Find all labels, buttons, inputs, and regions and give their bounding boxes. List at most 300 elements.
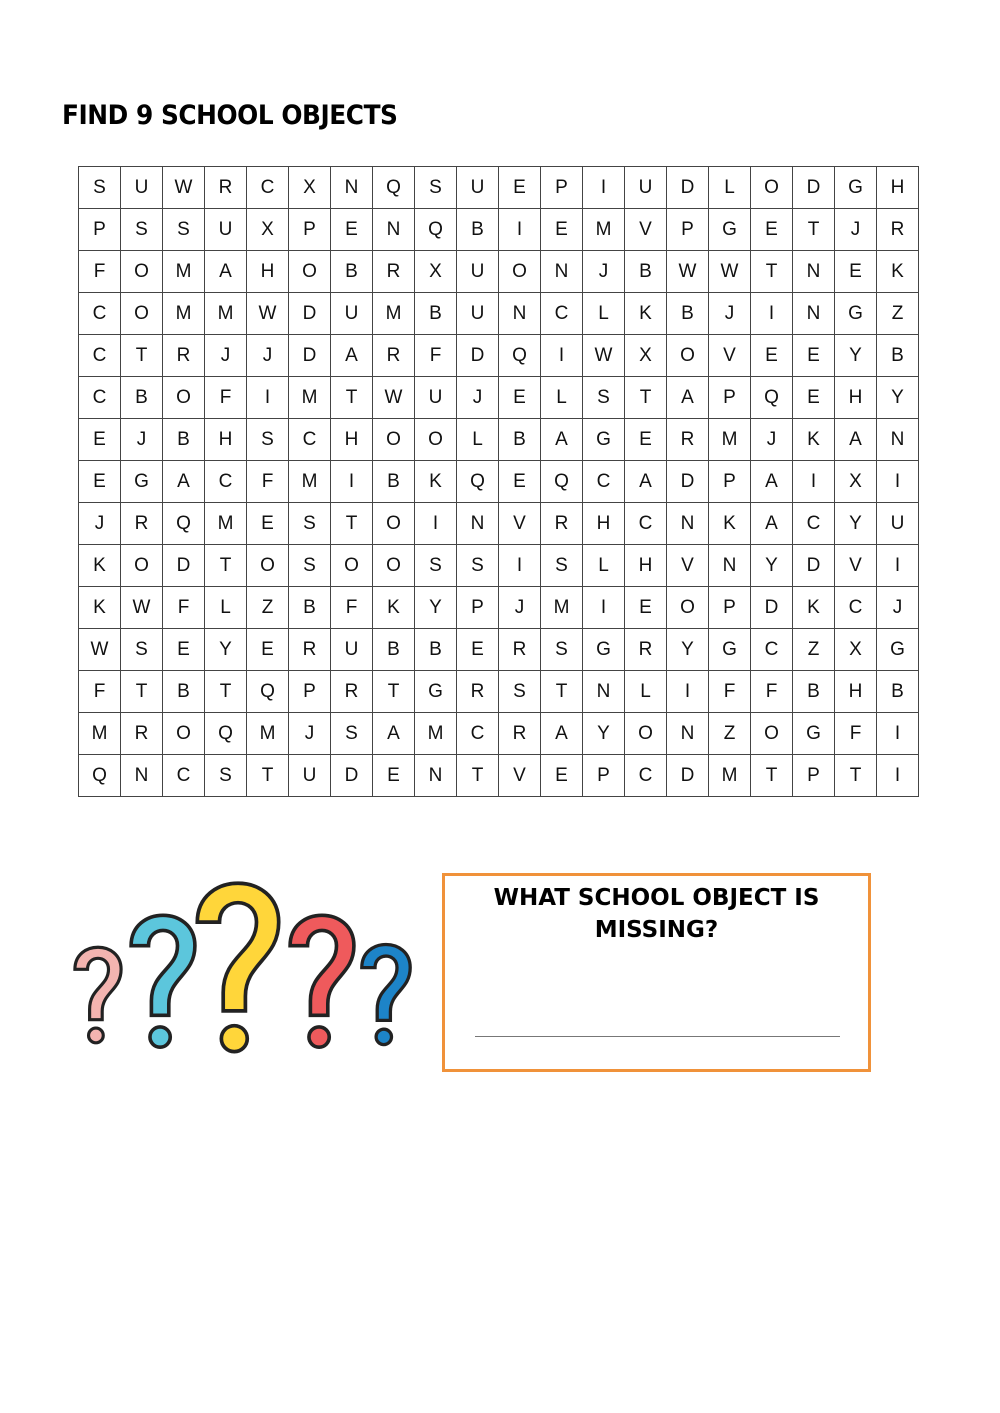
- grid-cell[interactable]: G: [835, 293, 877, 335]
- grid-cell[interactable]: R: [625, 629, 667, 671]
- grid-cell[interactable]: U: [331, 293, 373, 335]
- grid-cell[interactable]: Q: [205, 713, 247, 755]
- grid-cell[interactable]: P: [457, 587, 499, 629]
- grid-cell[interactable]: O: [373, 419, 415, 461]
- grid-cell[interactable]: L: [625, 671, 667, 713]
- grid-cell[interactable]: K: [79, 545, 121, 587]
- grid-cell[interactable]: C: [835, 587, 877, 629]
- grid-cell[interactable]: O: [121, 251, 163, 293]
- grid-cell[interactable]: E: [457, 629, 499, 671]
- grid-cell[interactable]: C: [583, 461, 625, 503]
- grid-cell[interactable]: T: [331, 503, 373, 545]
- grid-cell[interactable]: N: [541, 251, 583, 293]
- grid-cell[interactable]: N: [793, 251, 835, 293]
- grid-cell[interactable]: N: [667, 713, 709, 755]
- grid-cell[interactable]: J: [457, 377, 499, 419]
- grid-cell[interactable]: I: [415, 503, 457, 545]
- grid-cell[interactable]: C: [247, 167, 289, 209]
- grid-cell[interactable]: T: [541, 671, 583, 713]
- grid-cell[interactable]: R: [877, 209, 919, 251]
- grid-cell[interactable]: S: [163, 209, 205, 251]
- grid-cell[interactable]: A: [541, 713, 583, 755]
- grid-cell[interactable]: L: [583, 545, 625, 587]
- grid-cell[interactable]: H: [331, 419, 373, 461]
- grid-cell[interactable]: B: [373, 461, 415, 503]
- grid-cell[interactable]: M: [205, 293, 247, 335]
- grid-cell[interactable]: E: [793, 335, 835, 377]
- grid-cell[interactable]: V: [625, 209, 667, 251]
- grid-cell[interactable]: J: [247, 335, 289, 377]
- grid-cell[interactable]: W: [709, 251, 751, 293]
- grid-cell[interactable]: Q: [457, 461, 499, 503]
- grid-cell[interactable]: B: [331, 251, 373, 293]
- grid-cell[interactable]: W: [79, 629, 121, 671]
- grid-cell[interactable]: I: [877, 755, 919, 797]
- grid-cell[interactable]: E: [247, 503, 289, 545]
- grid-cell[interactable]: B: [121, 377, 163, 419]
- grid-cell[interactable]: Q: [247, 671, 289, 713]
- grid-cell[interactable]: G: [415, 671, 457, 713]
- grid-cell[interactable]: S: [541, 545, 583, 587]
- grid-cell[interactable]: X: [415, 251, 457, 293]
- grid-cell[interactable]: K: [625, 293, 667, 335]
- grid-cell[interactable]: Q: [373, 167, 415, 209]
- grid-cell[interactable]: P: [289, 671, 331, 713]
- grid-cell[interactable]: C: [205, 461, 247, 503]
- grid-cell[interactable]: O: [331, 545, 373, 587]
- grid-cell[interactable]: N: [877, 419, 919, 461]
- grid-cell[interactable]: H: [625, 545, 667, 587]
- grid-cell[interactable]: O: [247, 545, 289, 587]
- grid-cell[interactable]: D: [289, 293, 331, 335]
- grid-cell[interactable]: E: [541, 755, 583, 797]
- grid-cell[interactable]: N: [373, 209, 415, 251]
- grid-cell[interactable]: J: [583, 251, 625, 293]
- grid-cell[interactable]: P: [709, 587, 751, 629]
- grid-cell[interactable]: V: [499, 755, 541, 797]
- grid-cell[interactable]: C: [751, 629, 793, 671]
- grid-cell[interactable]: F: [751, 671, 793, 713]
- grid-cell[interactable]: B: [415, 293, 457, 335]
- grid-cell[interactable]: T: [457, 755, 499, 797]
- grid-cell[interactable]: P: [541, 167, 583, 209]
- grid-cell[interactable]: E: [835, 251, 877, 293]
- grid-cell[interactable]: E: [625, 587, 667, 629]
- grid-cell[interactable]: M: [373, 293, 415, 335]
- grid-cell[interactable]: X: [835, 461, 877, 503]
- grid-cell[interactable]: B: [793, 671, 835, 713]
- grid-cell[interactable]: A: [205, 251, 247, 293]
- grid-cell[interactable]: N: [121, 755, 163, 797]
- grid-cell[interactable]: I: [877, 713, 919, 755]
- grid-cell[interactable]: N: [793, 293, 835, 335]
- grid-cell[interactable]: Q: [79, 755, 121, 797]
- grid-cell[interactable]: U: [457, 293, 499, 335]
- grid-cell[interactable]: G: [793, 713, 835, 755]
- grid-cell[interactable]: S: [457, 545, 499, 587]
- grid-cell[interactable]: S: [499, 671, 541, 713]
- grid-cell[interactable]: S: [415, 167, 457, 209]
- grid-cell[interactable]: Q: [499, 335, 541, 377]
- grid-cell[interactable]: O: [163, 377, 205, 419]
- grid-cell[interactable]: Q: [751, 377, 793, 419]
- grid-cell[interactable]: T: [835, 755, 877, 797]
- grid-cell[interactable]: Z: [247, 587, 289, 629]
- grid-cell[interactable]: F: [247, 461, 289, 503]
- grid-cell[interactable]: E: [499, 377, 541, 419]
- grid-cell[interactable]: G: [877, 629, 919, 671]
- grid-cell[interactable]: N: [499, 293, 541, 335]
- grid-cell[interactable]: S: [289, 503, 331, 545]
- grid-cell[interactable]: R: [373, 335, 415, 377]
- grid-cell[interactable]: Q: [541, 461, 583, 503]
- grid-cell[interactable]: M: [709, 419, 751, 461]
- grid-cell[interactable]: T: [625, 377, 667, 419]
- grid-cell[interactable]: O: [667, 335, 709, 377]
- grid-cell[interactable]: R: [499, 629, 541, 671]
- grid-cell[interactable]: V: [709, 335, 751, 377]
- grid-cell[interactable]: E: [751, 209, 793, 251]
- grid-cell[interactable]: I: [499, 209, 541, 251]
- grid-cell[interactable]: M: [415, 713, 457, 755]
- grid-cell[interactable]: I: [583, 167, 625, 209]
- grid-cell[interactable]: C: [79, 335, 121, 377]
- grid-cell[interactable]: H: [583, 503, 625, 545]
- grid-cell[interactable]: T: [121, 671, 163, 713]
- grid-cell[interactable]: E: [163, 629, 205, 671]
- grid-cell[interactable]: D: [751, 587, 793, 629]
- grid-cell[interactable]: T: [205, 545, 247, 587]
- grid-cell[interactable]: V: [499, 503, 541, 545]
- grid-cell[interactable]: J: [79, 503, 121, 545]
- grid-cell[interactable]: C: [541, 293, 583, 335]
- grid-cell[interactable]: T: [205, 671, 247, 713]
- grid-cell[interactable]: O: [667, 587, 709, 629]
- grid-cell[interactable]: K: [415, 461, 457, 503]
- grid-cell[interactable]: B: [163, 671, 205, 713]
- grid-cell[interactable]: O: [121, 545, 163, 587]
- grid-cell[interactable]: I: [793, 461, 835, 503]
- grid-cell[interactable]: R: [121, 713, 163, 755]
- grid-cell[interactable]: Q: [163, 503, 205, 545]
- grid-cell[interactable]: Y: [751, 545, 793, 587]
- grid-cell[interactable]: C: [625, 755, 667, 797]
- grid-cell[interactable]: K: [373, 587, 415, 629]
- grid-cell[interactable]: T: [751, 755, 793, 797]
- grid-cell[interactable]: G: [709, 629, 751, 671]
- grid-cell[interactable]: S: [541, 629, 583, 671]
- grid-cell[interactable]: I: [751, 293, 793, 335]
- grid-cell[interactable]: I: [667, 671, 709, 713]
- grid-cell[interactable]: K: [877, 251, 919, 293]
- grid-cell[interactable]: C: [79, 293, 121, 335]
- grid-cell[interactable]: Z: [793, 629, 835, 671]
- grid-cell[interactable]: D: [331, 755, 373, 797]
- grid-cell[interactable]: Y: [835, 335, 877, 377]
- grid-cell[interactable]: B: [289, 587, 331, 629]
- grid-cell[interactable]: G: [121, 461, 163, 503]
- grid-cell[interactable]: X: [247, 209, 289, 251]
- grid-cell[interactable]: R: [457, 671, 499, 713]
- grid-cell[interactable]: C: [457, 713, 499, 755]
- grid-cell[interactable]: Y: [877, 377, 919, 419]
- grid-cell[interactable]: M: [79, 713, 121, 755]
- grid-cell[interactable]: N: [583, 671, 625, 713]
- grid-cell[interactable]: N: [709, 545, 751, 587]
- grid-cell[interactable]: R: [499, 713, 541, 755]
- grid-cell[interactable]: U: [289, 755, 331, 797]
- grid-cell[interactable]: U: [625, 167, 667, 209]
- grid-cell[interactable]: D: [289, 335, 331, 377]
- grid-cell[interactable]: W: [583, 335, 625, 377]
- grid-cell[interactable]: P: [79, 209, 121, 251]
- grid-cell[interactable]: Y: [835, 503, 877, 545]
- grid-cell[interactable]: H: [835, 671, 877, 713]
- grid-cell[interactable]: L: [709, 167, 751, 209]
- grid-cell[interactable]: Y: [667, 629, 709, 671]
- grid-cell[interactable]: B: [667, 293, 709, 335]
- grid-cell[interactable]: D: [793, 545, 835, 587]
- grid-cell[interactable]: B: [415, 629, 457, 671]
- grid-cell[interactable]: O: [373, 503, 415, 545]
- grid-cell[interactable]: E: [79, 461, 121, 503]
- grid-cell[interactable]: D: [163, 545, 205, 587]
- grid-cell[interactable]: J: [835, 209, 877, 251]
- grid-cell[interactable]: H: [877, 167, 919, 209]
- grid-cell[interactable]: T: [247, 755, 289, 797]
- grid-cell[interactable]: A: [835, 419, 877, 461]
- grid-cell[interactable]: Z: [709, 713, 751, 755]
- grid-cell[interactable]: O: [415, 419, 457, 461]
- grid-cell[interactable]: S: [79, 167, 121, 209]
- grid-cell[interactable]: N: [415, 755, 457, 797]
- grid-cell[interactable]: J: [709, 293, 751, 335]
- grid-cell[interactable]: N: [331, 167, 373, 209]
- grid-cell[interactable]: I: [247, 377, 289, 419]
- grid-cell[interactable]: S: [289, 545, 331, 587]
- grid-cell[interactable]: I: [877, 545, 919, 587]
- grid-cell[interactable]: B: [877, 671, 919, 713]
- grid-cell[interactable]: K: [79, 587, 121, 629]
- grid-cell[interactable]: V: [835, 545, 877, 587]
- grid-cell[interactable]: M: [583, 209, 625, 251]
- grid-cell[interactable]: Q: [415, 209, 457, 251]
- grid-cell[interactable]: E: [499, 167, 541, 209]
- grid-cell[interactable]: L: [583, 293, 625, 335]
- grid-cell[interactable]: E: [79, 419, 121, 461]
- grid-cell[interactable]: V: [667, 545, 709, 587]
- grid-cell[interactable]: H: [205, 419, 247, 461]
- grid-cell[interactable]: K: [709, 503, 751, 545]
- grid-cell[interactable]: U: [415, 377, 457, 419]
- grid-cell[interactable]: U: [331, 629, 373, 671]
- grid-cell[interactable]: P: [709, 377, 751, 419]
- grid-cell[interactable]: M: [205, 503, 247, 545]
- grid-cell[interactable]: R: [205, 167, 247, 209]
- grid-cell[interactable]: E: [247, 629, 289, 671]
- grid-cell[interactable]: B: [877, 335, 919, 377]
- grid-cell[interactable]: W: [121, 587, 163, 629]
- grid-cell[interactable]: P: [793, 755, 835, 797]
- grid-cell[interactable]: G: [583, 419, 625, 461]
- grid-cell[interactable]: Y: [205, 629, 247, 671]
- grid-cell[interactable]: E: [625, 419, 667, 461]
- grid-cell[interactable]: R: [373, 251, 415, 293]
- grid-cell[interactable]: I: [541, 335, 583, 377]
- grid-cell[interactable]: X: [289, 167, 331, 209]
- grid-cell[interactable]: O: [751, 713, 793, 755]
- grid-cell[interactable]: A: [625, 461, 667, 503]
- grid-cell[interactable]: Y: [583, 713, 625, 755]
- grid-cell[interactable]: P: [667, 209, 709, 251]
- grid-cell[interactable]: S: [247, 419, 289, 461]
- grid-cell[interactable]: W: [247, 293, 289, 335]
- grid-cell[interactable]: M: [709, 755, 751, 797]
- grid-cell[interactable]: M: [163, 251, 205, 293]
- grid-cell[interactable]: D: [793, 167, 835, 209]
- grid-cell[interactable]: A: [751, 503, 793, 545]
- grid-cell[interactable]: Z: [877, 293, 919, 335]
- grid-cell[interactable]: I: [499, 545, 541, 587]
- grid-cell[interactable]: J: [877, 587, 919, 629]
- grid-cell[interactable]: A: [541, 419, 583, 461]
- grid-cell[interactable]: B: [457, 209, 499, 251]
- grid-cell[interactable]: O: [121, 293, 163, 335]
- grid-cell[interactable]: I: [331, 461, 373, 503]
- grid-cell[interactable]: D: [667, 755, 709, 797]
- grid-cell[interactable]: F: [709, 671, 751, 713]
- grid-cell[interactable]: A: [751, 461, 793, 503]
- grid-cell[interactable]: H: [247, 251, 289, 293]
- grid-cell[interactable]: N: [667, 503, 709, 545]
- grid-cell[interactable]: O: [373, 545, 415, 587]
- grid-cell[interactable]: G: [583, 629, 625, 671]
- grid-cell[interactable]: R: [667, 419, 709, 461]
- grid-cell[interactable]: R: [121, 503, 163, 545]
- grid-cell[interactable]: L: [541, 377, 583, 419]
- grid-cell[interactable]: R: [331, 671, 373, 713]
- grid-cell[interactable]: J: [289, 713, 331, 755]
- grid-cell[interactable]: U: [877, 503, 919, 545]
- grid-cell[interactable]: G: [709, 209, 751, 251]
- grid-cell[interactable]: S: [121, 209, 163, 251]
- grid-cell[interactable]: F: [79, 251, 121, 293]
- grid-cell[interactable]: T: [751, 251, 793, 293]
- grid-cell[interactable]: F: [79, 671, 121, 713]
- grid-cell[interactable]: O: [625, 713, 667, 755]
- grid-cell[interactable]: R: [163, 335, 205, 377]
- grid-cell[interactable]: H: [835, 377, 877, 419]
- grid-cell[interactable]: E: [751, 335, 793, 377]
- grid-cell[interactable]: W: [163, 167, 205, 209]
- grid-cell[interactable]: M: [289, 461, 331, 503]
- grid-cell[interactable]: U: [457, 251, 499, 293]
- grid-cell[interactable]: X: [625, 335, 667, 377]
- grid-cell[interactable]: K: [793, 587, 835, 629]
- grid-cell[interactable]: O: [751, 167, 793, 209]
- grid-cell[interactable]: A: [667, 377, 709, 419]
- grid-cell[interactable]: F: [331, 587, 373, 629]
- grid-cell[interactable]: S: [415, 545, 457, 587]
- grid-cell[interactable]: W: [373, 377, 415, 419]
- grid-cell[interactable]: J: [751, 419, 793, 461]
- grid-cell[interactable]: O: [289, 251, 331, 293]
- grid-cell[interactable]: U: [457, 167, 499, 209]
- grid-cell[interactable]: S: [583, 377, 625, 419]
- grid-cell[interactable]: A: [373, 713, 415, 755]
- grid-cell[interactable]: R: [289, 629, 331, 671]
- grid-cell[interactable]: Y: [415, 587, 457, 629]
- grid-cell[interactable]: B: [373, 629, 415, 671]
- grid-cell[interactable]: M: [163, 293, 205, 335]
- grid-cell[interactable]: D: [667, 167, 709, 209]
- grid-cell[interactable]: L: [205, 587, 247, 629]
- grid-cell[interactable]: C: [163, 755, 205, 797]
- grid-cell[interactable]: N: [457, 503, 499, 545]
- grid-cell[interactable]: F: [205, 377, 247, 419]
- grid-cell[interactable]: J: [121, 419, 163, 461]
- grid-cell[interactable]: S: [205, 755, 247, 797]
- grid-cell[interactable]: R: [541, 503, 583, 545]
- grid-cell[interactable]: I: [877, 461, 919, 503]
- grid-cell[interactable]: E: [541, 209, 583, 251]
- grid-cell[interactable]: E: [793, 377, 835, 419]
- grid-cell[interactable]: J: [205, 335, 247, 377]
- grid-cell[interactable]: C: [79, 377, 121, 419]
- grid-cell[interactable]: F: [835, 713, 877, 755]
- grid-cell[interactable]: T: [331, 377, 373, 419]
- grid-cell[interactable]: E: [373, 755, 415, 797]
- grid-cell[interactable]: C: [793, 503, 835, 545]
- grid-cell[interactable]: P: [289, 209, 331, 251]
- grid-cell[interactable]: C: [625, 503, 667, 545]
- grid-cell[interactable]: D: [457, 335, 499, 377]
- grid-cell[interactable]: D: [667, 461, 709, 503]
- grid-cell[interactable]: E: [499, 461, 541, 503]
- grid-cell[interactable]: O: [499, 251, 541, 293]
- grid-cell[interactable]: T: [121, 335, 163, 377]
- grid-cell[interactable]: X: [835, 629, 877, 671]
- grid-cell[interactable]: A: [331, 335, 373, 377]
- grid-cell[interactable]: T: [373, 671, 415, 713]
- grid-cell[interactable]: P: [709, 461, 751, 503]
- grid-cell[interactable]: B: [625, 251, 667, 293]
- grid-cell[interactable]: S: [331, 713, 373, 755]
- grid-cell[interactable]: U: [121, 167, 163, 209]
- grid-cell[interactable]: W: [667, 251, 709, 293]
- grid-cell[interactable]: J: [499, 587, 541, 629]
- grid-cell[interactable]: K: [793, 419, 835, 461]
- answer-line-field[interactable]: [475, 1036, 840, 1037]
- grid-cell[interactable]: P: [583, 755, 625, 797]
- grid-cell[interactable]: C: [289, 419, 331, 461]
- grid-cell[interactable]: A: [163, 461, 205, 503]
- grid-cell[interactable]: L: [457, 419, 499, 461]
- grid-cell[interactable]: T: [793, 209, 835, 251]
- grid-cell[interactable]: M: [289, 377, 331, 419]
- grid-cell[interactable]: E: [331, 209, 373, 251]
- grid-cell[interactable]: M: [247, 713, 289, 755]
- grid-cell[interactable]: M: [541, 587, 583, 629]
- grid-cell[interactable]: S: [121, 629, 163, 671]
- grid-cell[interactable]: I: [583, 587, 625, 629]
- grid-cell[interactable]: B: [499, 419, 541, 461]
- grid-cell[interactable]: O: [163, 713, 205, 755]
- grid-cell[interactable]: G: [835, 167, 877, 209]
- grid-cell[interactable]: F: [163, 587, 205, 629]
- grid-cell[interactable]: B: [163, 419, 205, 461]
- grid-cell[interactable]: F: [415, 335, 457, 377]
